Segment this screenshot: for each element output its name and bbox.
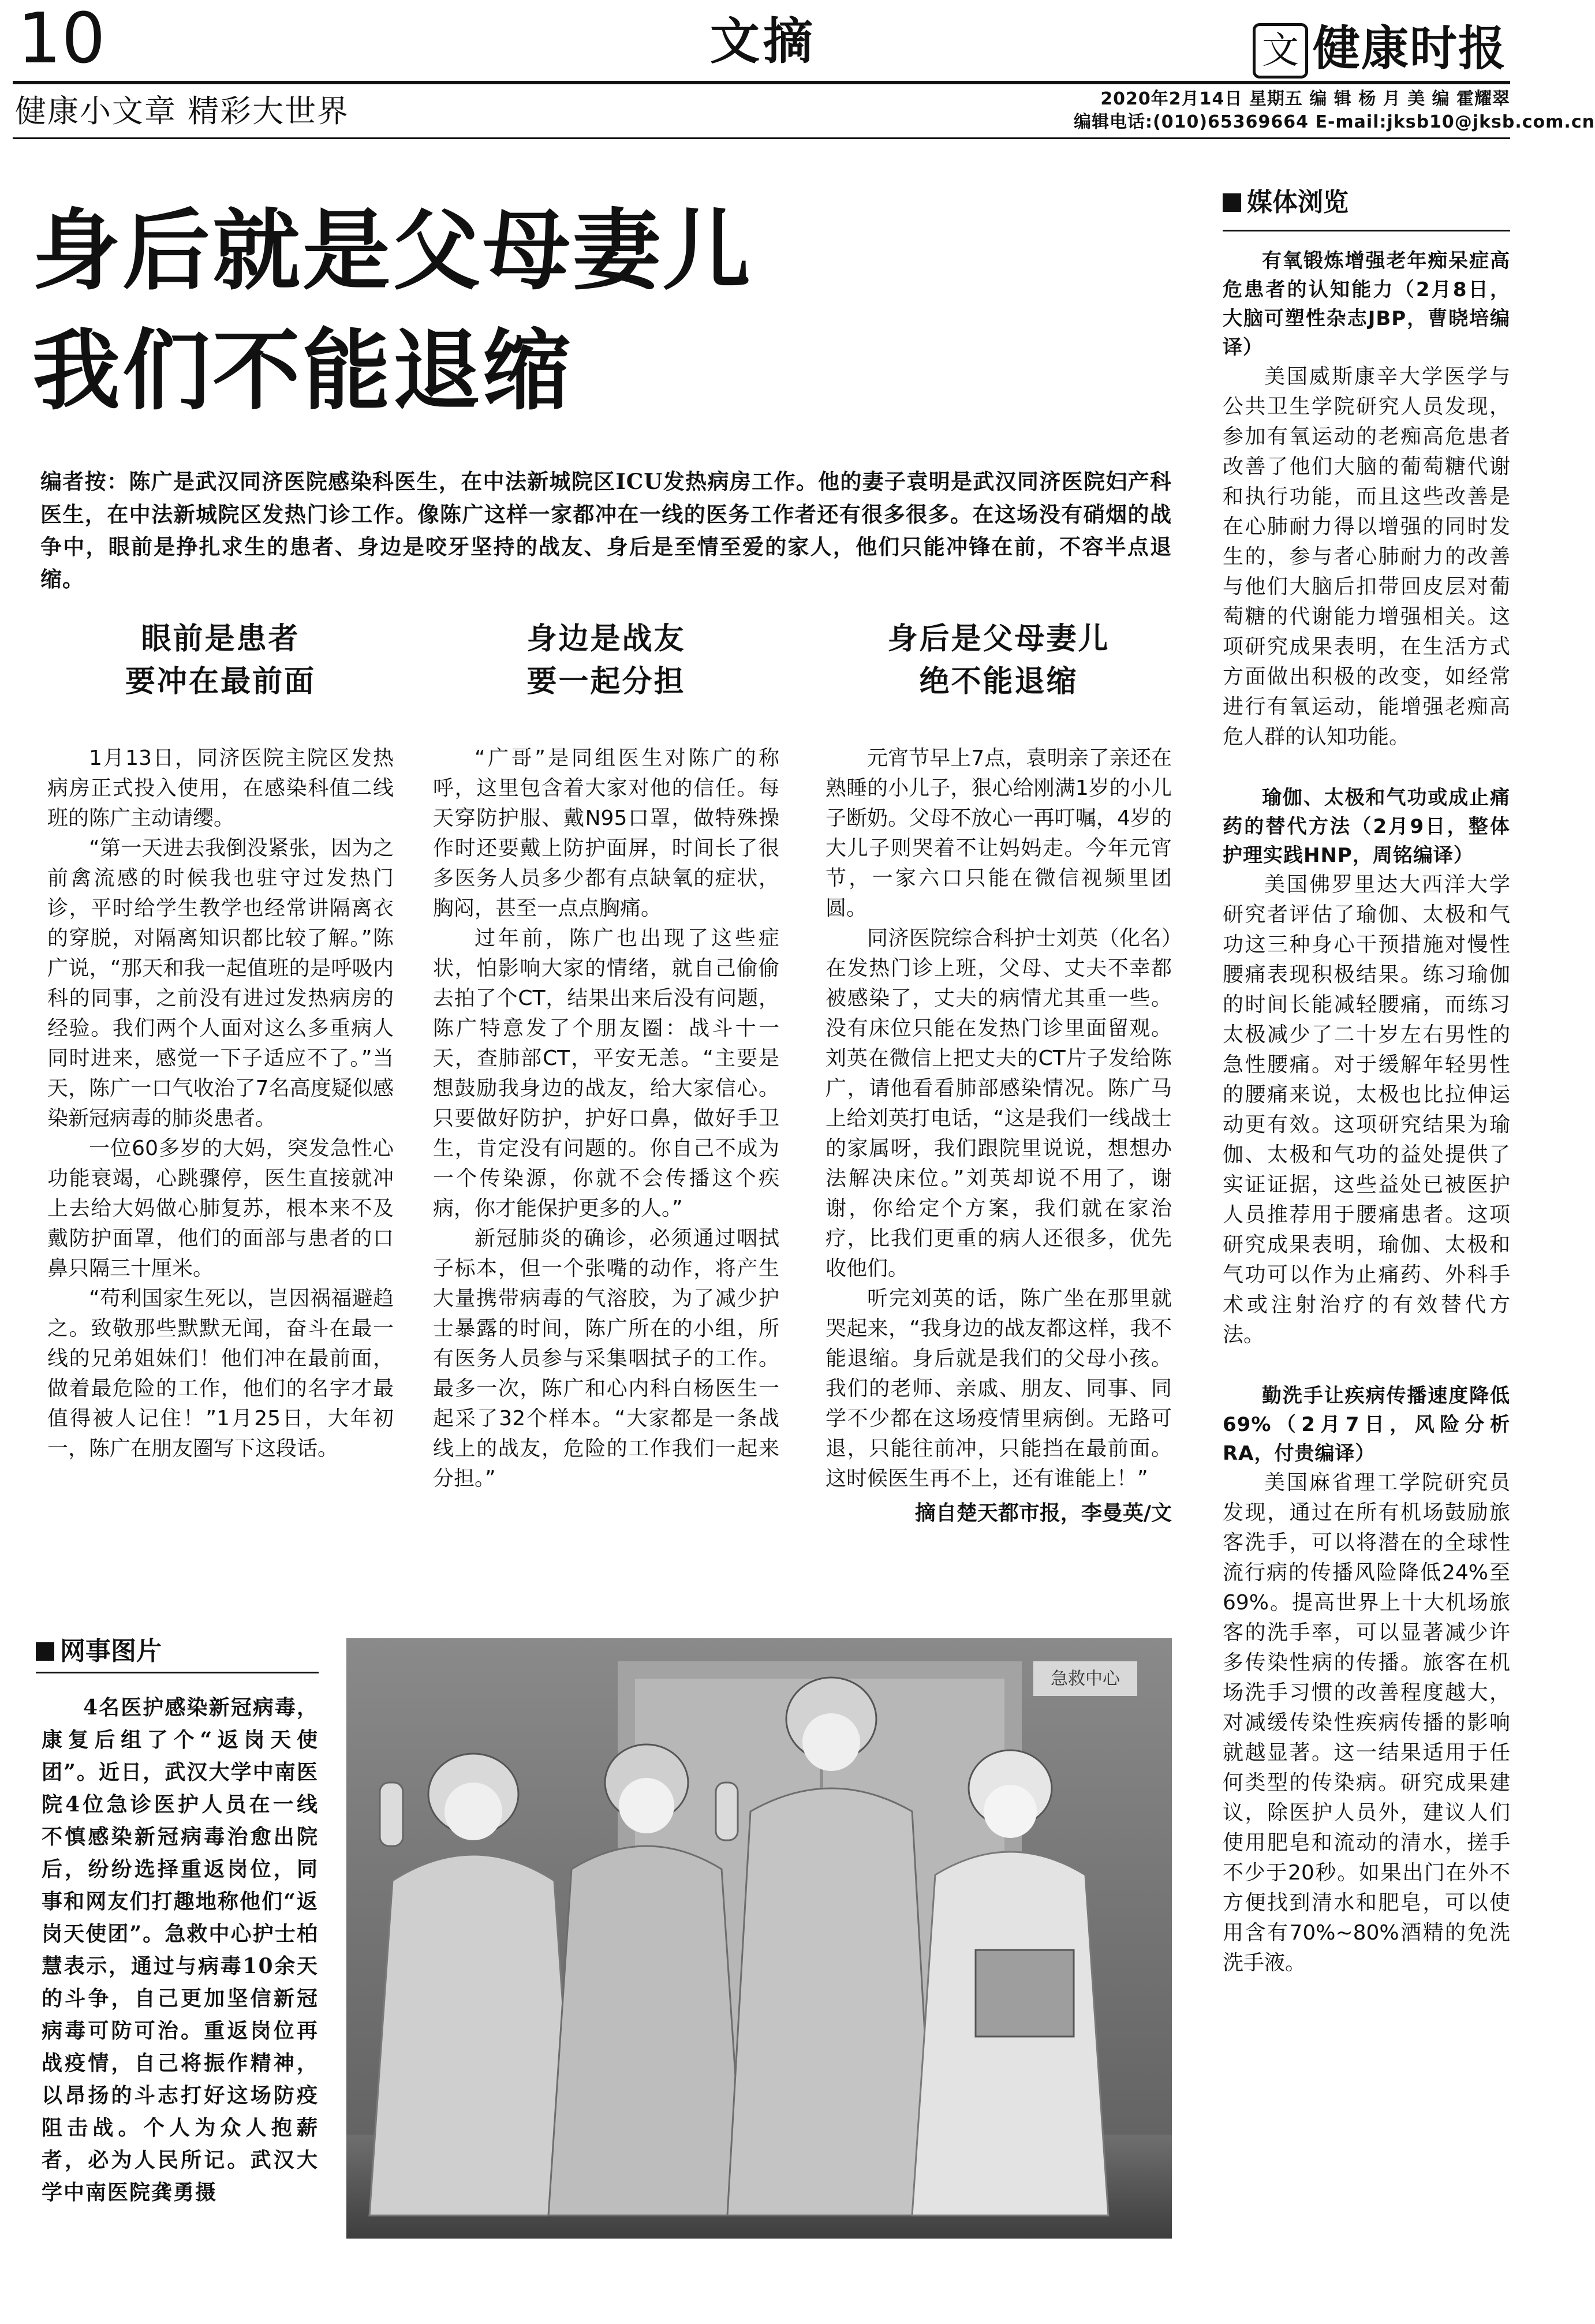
photo-section-rule [36, 1672, 319, 1673]
issue-info [1074, 88, 1595, 134]
paragraph: 1月13日，同济医院主院区发热病房正式投入使用，在感染科值二线班的陈广主动请缨。 [47, 746, 394, 830]
paragraph: 过年前，陈广也出现了这些症状，怕影响大家的情绪，就自己偷偷去拍了个CT，结果出来后没有问题，陈广特意发了个朋友圈：战斗十一天，查肺部CT，平安无恙。“主要是想鼓励我身边的战友，给大家信心。只要做好防护，护好口鼻，做好手卫生，肯定没有问题的。你自己不成为一个传染源，你就不会传播这个疾病，你才能保护更多的人。” [433, 926, 779, 1220]
paragraph: “第一天进去我倒没紧张，因为之前禽流感的时候我也驻守过发热门诊，平时给学生教学也经常讲隔离衣的穿脱，对隔离知识都比较了解。”陈广说，“那天和我一起值班的是呼吸内科的同事，之前没有进过发热病房的经验。我们两个人面对这么多重病人同时进来，感觉一下子适应不了。”当天，陈广一口气收治了7名高度疑似感染新冠病毒的肺炎患者。 [47, 836, 394, 1130]
masthead-rule [13, 81, 1510, 84]
headline-line-2: 我们不能退缩 [32, 319, 573, 422]
news-photo [346, 1638, 1172, 2239]
photo-credit-name: 龚勇 [151, 2180, 196, 2205]
paragraph: 听完刘英的话，陈广坐在那里就哭起来，“我身边的战友都这样，我不能退缩。身后就是我们的父母小孩。我们的老师、亲戚、朋友、同事、同学不少都在这场疫情里病倒。无路可退，只能往前冲，只能挡在最前面。这时候医生再不上，还有谁能上！” [825, 1287, 1172, 1490]
news-item-body: 美国麻省理工学院研究员发现，通过在所有机场鼓励旅客洗手，可以将潜在的全球性流行病的传播风险降低24%至69%。提高世界上十大机场旅客的洗手率，可以显著减少许多传染性病的传播。旅客在机场洗手习惯的改善程度越大，对减缓传染性疾病传播的影响就越显著。这一结果适用于任何类型的传染病。研究成果建议，除医护人员外，建议人们使用肥皂和流动的清水，搓手不少于20秒。如果出门在外不方便找到清水和肥皂，可以使用含有70%~80%酒精的免洗洗手液。 [1223, 1471, 1510, 1975]
paragraph: 一位60多岁的大妈，突发急性心功能衰竭，心跳骤停，医生直接就冲上去给大妈做心肺复苏，根本来不及戴防护面罩，他们的面部与患者的口鼻只隔三十厘米。 [47, 1137, 394, 1280]
article-column-1 [47, 618, 394, 1464]
paragraph: 新冠肺炎的确诊，必须通过咽拭子标本，但一个张嘴的动作，将产生大量携带病毒的气溶胶，为了减少护士暴露的时间，陈广所在的小组，所有医务人员参与采集咽拭子的工作。最多一次，陈广和心内科白杨医生一起采了32个样本。“大家都是一条战线上的战友，危险的工作我们一起来分担。” [433, 1227, 779, 1490]
photo-caption [42, 1691, 319, 2209]
article-column-2 [433, 618, 779, 1494]
editor-contact: 编辑电话:(010)65369664 E-mail:jksb10@jksb.com.cn [1074, 112, 1595, 132]
paragraph: 同济医院综合科护士刘英（化名）在发热门诊上班，父母、丈夫不幸都被感染了，丈夫的病情尤其重一些。没有床位只能在发热门诊里面留观。刘英在微信上把丈夫的CT片子发给陈广，请他看看肺部感染情况。陈广马上给刘英打电话，“这是我们一线战士的家属呀，我们跟院里说说，想想办法解决床位。”刘英却说不用了，谢谢，你给定个方案，我们就在家治疗，比我们更重的病人还很多，优先收他们。 [825, 926, 1172, 1280]
photo-credit-suffix: 摄 [195, 2180, 218, 2205]
editor-note-text: 陈广是武汉同济医院感染科医生，在中法新城院区ICU发热病房工作。他的妻子袁明是武汉同济医院妇产科医生，在中法新城院区发热门诊工作。像陈广这样一家都冲在一线的医务工作者还有很多很多。在这场没有硝烟的战争中，眼前是挣扎求生的患者、身边是咬牙坚持的战友、身后是至情至爱的家人，他们只能冲锋在前，不容半点退缩。 [40, 469, 1172, 592]
logo-text: 健康时报 [1313, 21, 1507, 76]
subhead-line-2: 要冲在最前面 [125, 664, 316, 699]
article-column-3 [825, 618, 1172, 1529]
caption-text: 4名医护感染新冠病毒，康复后组了个“返岗天使团”。近日，武汉大学中南医院4位急诊医护人员在一线不慎感染新冠病毒治愈出院后，纷纷选择重返岗位，同事和网友们打趣地称他们“返岗天使团”。急救中心护士柏慧表示，通过与病毒10余天的斗争，自己更加坚信新冠病毒可防可治。重返岗位再战疫情，自己将振作精神，以昂扬的斗志打好这场防疫阻击战。个人为众人抱薪者，必为人民所记。武汉大学中南医院 [42, 1695, 319, 2205]
paragraph: “广哥”是同组医生对陈广的称呼，这里包含着大家对他的信任。每天穿防护服、戴N95口罩，做特殊操作时还要戴上防护面屏，时间长了很多医务人员多少都有点缺氧的症状，胸闷，甚至一点点胸痛。 [433, 746, 779, 920]
news-item-body: 美国佛罗里达大西洋大学研究者评估了瑜伽、太极和气功这三种身心干预措施对慢性腰痛表现积极结果。练习瑜伽的时间长能减轻腰痛，而练习太极减少了二十岁左右男性的急性腰痛。对于缓解年轻男性的腰痛来说，太极也比拉伸运动更有效。这项研究结果为瑜伽、太极和气功的益处提供了实证证据，这些益处已被医护人员推荐用于腰痛患者。这项研究成果表明，瑜伽、太极和气功可以作为止痛药、外科手术或注射治疗的有效替代方法。 [1223, 873, 1510, 1347]
paragraph: “苟利国家生死以，岂因祸福避趋之。致敬那些默默无闻，奋斗在最一线的兄弟姐妹们！他们冲在最前面，做着最危险的工作，他们的名字才最值得被人记住！”1月25日，大年初一，陈广在朋友圈写下这段话。 [47, 1287, 394, 1460]
news-item-body: 美国威斯康辛大学医学与公共卫生学院研究人员发现，参加有氧运动的老痴高危患者改善了他们大脑的葡萄糖代谢和执行功能，而且这些改善是在心肺耐力得以增强的同时发生的，参与者心肺耐力的改善与他们大脑后扣带回皮层对葡萄糖的代谢能力增强相关。这项研究成果表明，在生活方式方面做出积极的改变，如经常进行有氧运动，能增强老痴高危人群的认知功能。 [1223, 365, 1510, 749]
masthead-rule-secondary [13, 137, 1510, 139]
media-browse-sidebar [1223, 186, 1510, 2009]
subhead-line-1: 眼前是患者 [141, 622, 300, 656]
square-bullet-icon [1223, 193, 1241, 212]
section-title: 文摘 [710, 13, 816, 70]
subhead-line-1: 身后是父母妻儿 [887, 622, 1110, 656]
article-byline: 摘自楚天都市报，李曼英/文 [914, 1501, 1172, 1525]
sidebar-label-text: 媒体浏览 [1247, 188, 1349, 217]
subhead-line-1: 身边是战友 [526, 622, 686, 656]
news-item-title: 有氧锻炼增强老年痴呆症高危患者的认知能力（2月8日，大脑可塑性杂志JBP，曹晓培编译） [1223, 249, 1510, 359]
sidebar-label [1223, 186, 1510, 219]
sidebar-rule [1223, 230, 1510, 231]
paragraph: 元宵节早上7点，袁明亲了亲还在熟睡的小儿子，狠心给刚满1岁的小儿子断奶。父母不放心一再叮嘱，4岁的大儿子则哭着不让妈妈走。今年元宵节，一家六口只能在微信视频里团圆。 [825, 746, 1172, 920]
headline-line-1: 身后就是父母妻儿 [32, 199, 753, 302]
emergency-center-sign: 急救中心 [1051, 1669, 1120, 1689]
logo-mark-icon: 文 [1253, 23, 1308, 79]
photo-section-label [36, 1635, 162, 1668]
news-item-title: 瑜伽、太极和气功或成止痛药的替代方法（2月9日，整体护理实践HNP，周铭编译） [1223, 786, 1510, 867]
newspaper-logo [1253, 17, 1512, 81]
column-subhead [433, 618, 779, 703]
column-subhead [47, 618, 394, 703]
article-headline [32, 190, 753, 431]
issue-date-editors: 2020年2月14日 星期五 编 辑 杨 月 美 编 霍耀翠 [1100, 89, 1510, 109]
column-subhead [825, 618, 1172, 703]
photo-section-label-text: 网事图片 [60, 1636, 162, 1666]
page-slogan: 健康小文章 精彩大世界 [15, 93, 350, 129]
square-bullet-icon [36, 1642, 54, 1661]
editor-note-lead: 编者按： [40, 469, 129, 494]
news-item-title: 勤洗手让疾病传播速度降低69%（2月7日，风险分析RA，付贵编译） [1223, 1384, 1510, 1465]
page-number: 10 [17, 0, 106, 79]
subhead-line-2: 要一起分担 [526, 664, 686, 699]
editor-note [40, 465, 1172, 595]
subhead-line-2: 绝不能退缩 [919, 664, 1078, 699]
